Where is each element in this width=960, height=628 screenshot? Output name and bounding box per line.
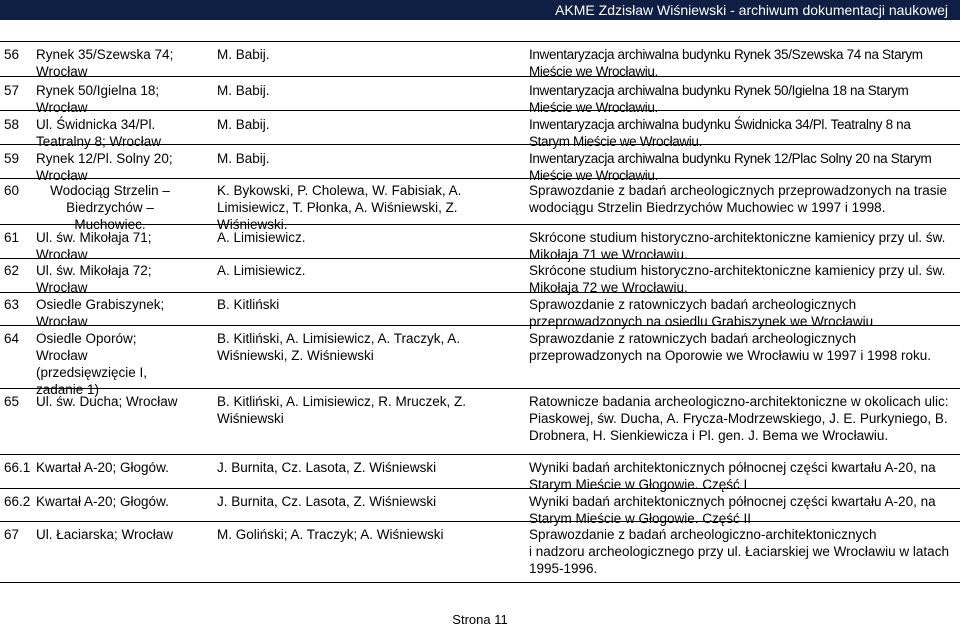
- row-number: 57: [4, 83, 20, 98]
- row-number: 62: [4, 263, 20, 278]
- location-cell: Ul. św. Mikołaja 72; Wrocław: [36, 263, 152, 295]
- row-number: 61: [4, 230, 20, 245]
- authors-cell: M. Babij.: [217, 151, 270, 166]
- row-divider: [0, 454, 960, 455]
- row-number: 60: [4, 183, 20, 198]
- description-cell: Sprawozdanie z ratowniczych badań archeologicznych przeprowadzonych na Oporowie we Wrocławiu w 1997 i 1998 roku.: [529, 331, 931, 363]
- authors-cell: B. Kitliński, A. Limisiewicz, R. Mruczek, Z. Wiśniewski: [217, 394, 467, 426]
- description-cell: Skrócone studium historyczno-architektoniczne kamienicy przy ul. św. Mikołaja 71 we Wrocławiu.: [529, 230, 946, 262]
- description-cell: Sprawozdanie z badań archeologicznych przeprowadzonych na trasie wodociągu Strzelin Biedrzychów Muchowiec w 1997 i 1998.: [529, 183, 947, 215]
- row-number: 67: [4, 527, 20, 542]
- row-number: 66.2: [4, 494, 31, 509]
- location-cell: Kwartał A-20; Głogów.: [36, 460, 169, 475]
- location-cell: Rynek 50/Igielna 18; Wrocław: [36, 83, 160, 115]
- row-number: 65: [4, 394, 20, 409]
- description-cell: Sprawozdanie z ratowniczych badań archeologicznych przeprowadzonych na osiedlu Grabiszynek we Wrocławiu: [529, 297, 874, 329]
- page-header: AKME Zdzisław Wiśniewski - archiwum dokumentacji naukowej: [0, 0, 960, 20]
- location-cell: Rynek 35/Szewska 74; Wrocław: [36, 47, 174, 79]
- description-cell: Ratownicze badania archeologiczno-architektoniczne w okolicach ulic: Piaskowej, św. Ducha, A. Frycza-Modrzewskiego, J. E. Purkyniego, B. Drobnera, H. Sienkiewicza i Pl. gen. J. Bema we Wrocławiu.: [529, 394, 949, 443]
- authors-cell: A. Limisiewicz.: [217, 263, 306, 278]
- row-number: 58: [4, 117, 20, 132]
- description-cell: Sprawozdanie z badań archeologiczno-architektonicznych i nadzoru archeologicznego przy ul. Łaciarskiej we Wrocławiu w latach 1995-1996.: [529, 527, 949, 576]
- authors-cell: K. Bykowski, P. Cholewa, W. Fabisiak, A. Limisiewicz, T. Płonka, A. Wiśniewski, Z. Wiśniewski.: [217, 183, 462, 232]
- location-cell: Kwartał A-20; Głogów.: [36, 494, 169, 509]
- description-cell: Wyniki badań architektonicznych północnej części kwartału A-20, na Starym Mieście w Głogowie. Część II: [529, 494, 936, 526]
- authors-cell: B. Kitliński: [217, 297, 280, 312]
- location-cell: Ul. św. Ducha; Wrocław: [36, 394, 178, 409]
- description-cell: Wyniki badań architektonicznych północnej części kwartału A-20, na Starym Mieście w Głogowie. Część I: [529, 460, 936, 492]
- description-cell: Inwentaryzacja archiwalna budynku Świdnicka 34/Pl. Teatralny 8 na Starym Mieście we Wrocławiu.: [529, 117, 911, 149]
- row-number: 63: [4, 297, 20, 312]
- authors-cell: J. Burnita, Cz. Lasota, Z. Wiśniewski: [217, 460, 437, 475]
- row-number: 56: [4, 47, 20, 62]
- authors-cell: B. Kitliński, A. Limisiewicz, A. Traczyk, A. Wiśniewski, Z. Wiśniewski: [217, 331, 461, 363]
- location-cell: Rynek 12/Pl. Solny 20; Wrocław: [36, 151, 173, 183]
- location-cell: Osiedle Oporów; Wrocław (przedsięwzięcie I, zadanie 1): [36, 331, 148, 397]
- row-number: 66.1: [4, 460, 31, 475]
- location-cell: Ul. św. Mikołaja 71; Wrocław: [36, 230, 152, 262]
- location-cell: Osiedle Grabiszynek; Wrocław: [36, 297, 165, 329]
- page-number: Strona 11: [452, 612, 508, 627]
- description-cell: Inwentaryzacja archiwalna budynku Rynek 50/Igielna 18 na Starym Mieście we Wrocławiu.: [529, 83, 909, 115]
- authors-cell: M. Goliński; A. Traczyk; A. Wiśniewski: [217, 527, 444, 542]
- location-cell: Wodociąg Strzelin – Biedrzychów – Muchowiec.: [50, 183, 170, 232]
- location-cell: Ul. Świdnicka 34/Pl. Teatralny 8; Wrocław: [36, 117, 162, 149]
- description-cell: Inwentaryzacja archiwalna budynku Rynek 35/Szewska 74 na Starym Mieście we Wrocławiu.: [529, 47, 923, 79]
- row-divider: [0, 41, 960, 42]
- authors-cell: M. Babij.: [217, 47, 270, 62]
- authors-cell: M. Babij.: [217, 83, 270, 98]
- authors-cell: M. Babij.: [217, 117, 270, 132]
- row-divider: [0, 582, 960, 583]
- row-number: 59: [4, 151, 20, 166]
- location-cell: Ul. Łaciarska; Wrocław: [36, 527, 174, 542]
- row-number: 64: [4, 331, 20, 346]
- authors-cell: J. Burnita, Cz. Lasota, Z. Wiśniewski: [217, 494, 437, 509]
- authors-cell: A. Limisiewicz.: [217, 230, 306, 245]
- description-cell: Skrócone studium historyczno-architektoniczne kamienicy przy ul. św. Mikołaja 72 we Wrocławiu.: [529, 263, 946, 295]
- description-cell: Inwentaryzacja archiwalna budynku Rynek 12/Plac Solny 20 na Starym Mieście we Wrocławiu.: [529, 151, 932, 183]
